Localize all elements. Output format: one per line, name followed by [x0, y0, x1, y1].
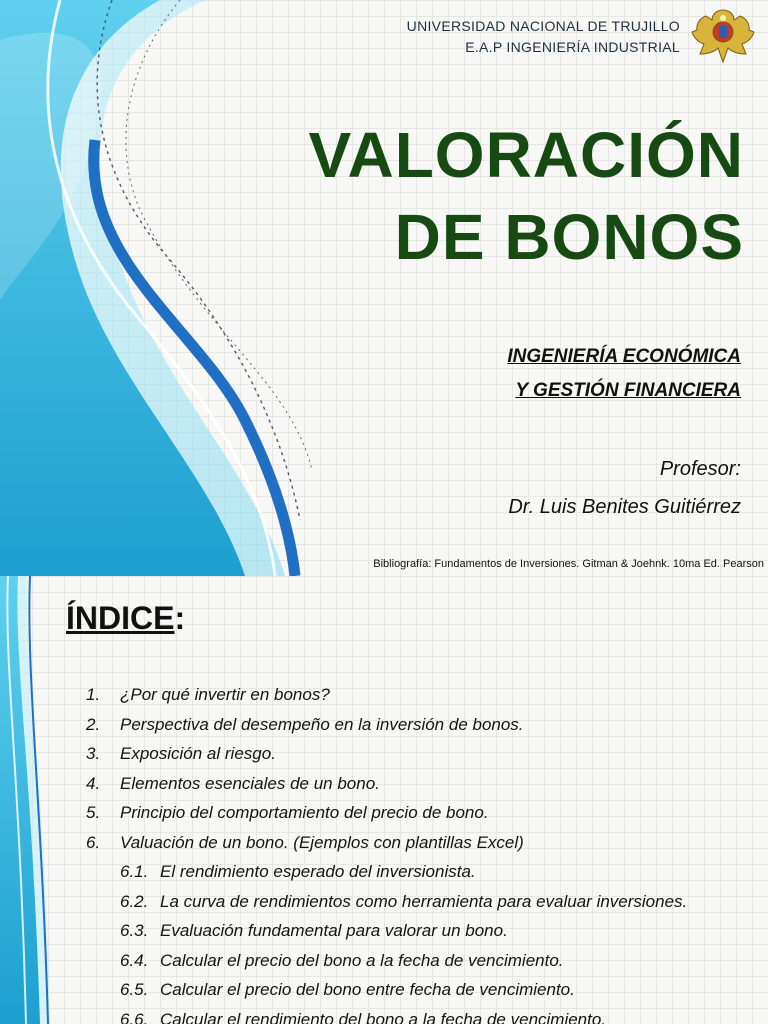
list-subitem	[86, 946, 768, 976]
item-number: 5.	[86, 803, 101, 822]
item-number: 6.	[86, 832, 101, 852]
item-number: 2.	[86, 714, 101, 734]
subitem-text: Calcular el precio del bono entre fecha de vencimiento.	[160, 980, 575, 999]
item-text: Perspectiva del desempeño en la inversión de bonos.	[120, 714, 524, 734]
bibliography: Bibliografía: Fundamentos de Inversiones. Gitman & Joehnk. 10ma Ed. Pearson	[373, 558, 764, 570]
list-item	[86, 769, 768, 799]
subitem-text: Calcular el precio del bono a la fecha de vencimiento.	[160, 950, 564, 970]
course-name	[507, 340, 741, 408]
item-number: 4.	[86, 773, 101, 793]
index-heading	[66, 600, 185, 637]
index-slide	[0, 576, 768, 1024]
course-line-2: Y GESTIÓN FINANCIERA	[515, 380, 741, 401]
subitem-text: Calcular el rendimiento del bono a la fecha de vencimiento.	[160, 1009, 607, 1024]
list-subitem	[86, 887, 768, 917]
course-line-1: INGENIERÍA ECONÓMICA	[507, 346, 741, 367]
item-text: Elementos esenciales de un bono.	[120, 773, 380, 793]
index-heading-colon: :	[174, 600, 186, 636]
list-subitem	[86, 975, 768, 1005]
list-item	[86, 828, 768, 858]
subitem-text: La curva de rendimientos como herramienta para evaluar inversiones.	[160, 891, 688, 911]
subitem-number: 6.2.	[120, 891, 149, 911]
wave-decoration	[0, 576, 60, 1024]
item-text: Valuación de un bono. (Ejemplos con plantillas Excel)	[120, 832, 524, 852]
list-item	[86, 680, 768, 710]
list-subitem	[86, 857, 768, 887]
subitem-number: 6.5.	[120, 980, 149, 999]
subitem-text: Evaluación fundamental para valorar un bono.	[160, 921, 508, 940]
subitem-number: 6.3.	[120, 921, 149, 940]
list-subitem	[86, 916, 768, 946]
subitem-number: 6.1.	[120, 862, 149, 881]
title-line-1: VALORACIÓN	[308, 119, 744, 191]
professor-block	[508, 450, 741, 526]
title-line-2: DE BONOS	[394, 201, 744, 273]
presentation-title	[309, 114, 744, 278]
subitem-number: 6.6.	[120, 1009, 149, 1024]
wave-decoration	[0, 0, 320, 576]
list-item	[86, 798, 768, 828]
subitem-number: 6.4.	[120, 950, 149, 970]
item-text: ¿Por qué invertir en bonos?	[120, 685, 330, 704]
university-header	[407, 16, 680, 58]
list-item	[86, 739, 768, 769]
university-name: UNIVERSIDAD NACIONAL DE TRUJILLO	[406, 18, 680, 34]
item-number: 3.	[86, 744, 101, 763]
item-number: 1.	[86, 685, 101, 704]
professor-label: Profesor:	[659, 458, 741, 480]
item-text: Exposición al riesgo.	[120, 744, 276, 763]
professor-name: Dr. Luis Benites Guitiérrez	[508, 496, 741, 518]
list-subitem	[86, 1005, 768, 1024]
university-crest-icon	[688, 6, 758, 66]
school-name: E.A.P INGENIERÍA INDUSTRIAL	[465, 39, 680, 55]
subitem-text: El rendimiento esperado del inversionista.	[160, 862, 476, 881]
index-heading-text: ÍNDICE	[66, 600, 175, 636]
index-list	[86, 680, 768, 1024]
list-item	[86, 710, 768, 740]
item-text: Principio del comportamiento del precio de bono.	[120, 803, 489, 822]
